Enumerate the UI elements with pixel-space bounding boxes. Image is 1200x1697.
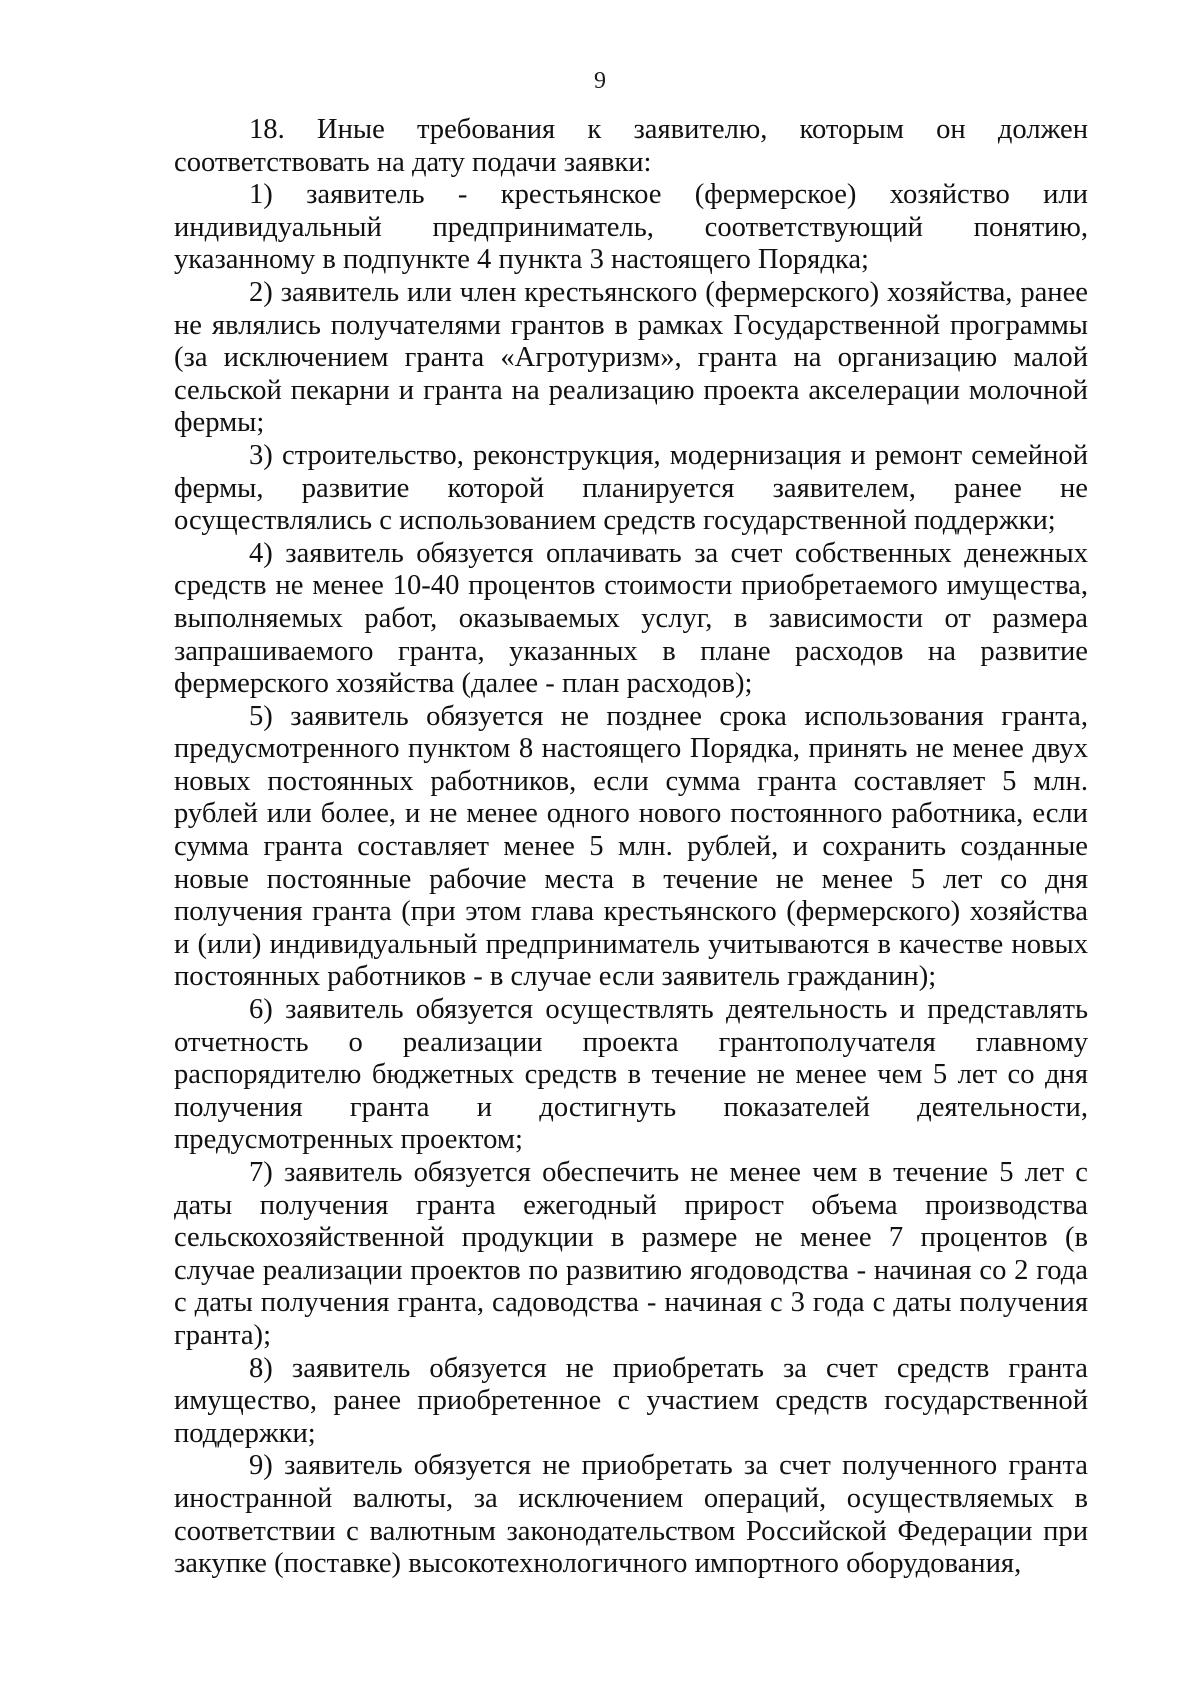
list-item-8: 8) заявитель обязуется не приобретать за счет средств гранта имущество, ранее приобретенное с участием средств государственной поддержки;	[174, 1352, 1088, 1449]
list-item-1: 1) заявитель - крестьянское (фермерское) хозяйство или индивидуальный предприниматель, соответствующий понятию, указанному в подпункте 4 пункта 3 настоящего Порядка;	[174, 179, 1088, 276]
list-item-7: 7) заявитель обязуется обеспечить не менее чем в течение 5 лет с даты получения гранта ежегодный прирост объема производства сельскохозяйственной продукции в размере не менее 7 процентов (в случае реализации проектов по развитию ягодоводства - начиная со 2 года с даты получения гранта, садоводства - начиная с 3 года с даты получения гранта);	[174, 1157, 1088, 1351]
list-item-9: 9) заявитель обязуется не приобретать за счет полученного гранта иностранной валюты, за исключением операций, осуществляемых в соответствии с валютным законодательством Российской Федерации при закупке (поставке) высокотехнологичного импортного оборудования,	[174, 1450, 1088, 1580]
page-number: 9	[594, 68, 606, 94]
list-item-4: 4) заявитель обязуется оплачивать за счет собственных денежных средств не менее 10-40 процентов стоимости приобретаемого имущества, выполняемых работ, оказываемых услуг, в зависимости от размера запрашиваемого гранта, указанных в плане расходов на развитие фермерского хозяйства (далее - план расходов);	[174, 537, 1088, 700]
list-item-2: 2) заявитель или член крестьянского (фермерского) хозяйства, ранее не являлись получателями грантов в рамках Государственной программы (за исключением гранта «Агротуризм», гранта на организацию малой сельской пекарни и гранта на реализацию проекта акселерации молочной фермы;	[174, 276, 1088, 439]
paragraph-18-intro: 18. Иные требования к заявителю, которым он должен соответствовать на дату подачи заявки:	[174, 114, 1088, 178]
list-item-6: 6) заявитель обязуется осуществлять деятельность и представлять отчетность о реализации проекта грантополучателя главному распорядителю бюджетных средств в течение не менее чем 5 лет со дня получения гранта и достигнуть показателей деятельности, предусмотренных проектом;	[174, 994, 1088, 1156]
document-body	[174, 114, 1088, 1581]
list-item-3: 3) строительство, реконструкция, модернизация и ремонт семейной фермы, развитие которой планируется заявителем, ранее не осуществлялись с использованием средств государственной поддержки;	[174, 439, 1088, 537]
list-item-5: 5) заявитель обязуется не позднее срока использования гранта, предусмотренного пунктом 8 настоящего Порядка, принять не менее двух новых постоянных работников, если сумма гранта составляет 5 млн. рублей или более, и не менее одного нового постоянного работника, если сумма гранта составляет менее 5 млн. рублей, и сохранить созданные новые постоянные рабочие места в течение не менее 5 лет со дня получения гранта (при этом глава крестьянского (фермерского) хозяйства и (или) индивидуальный предприниматель учитываются в качестве новых постоянных работников - в случае если заявитель гражданин);	[174, 700, 1088, 993]
